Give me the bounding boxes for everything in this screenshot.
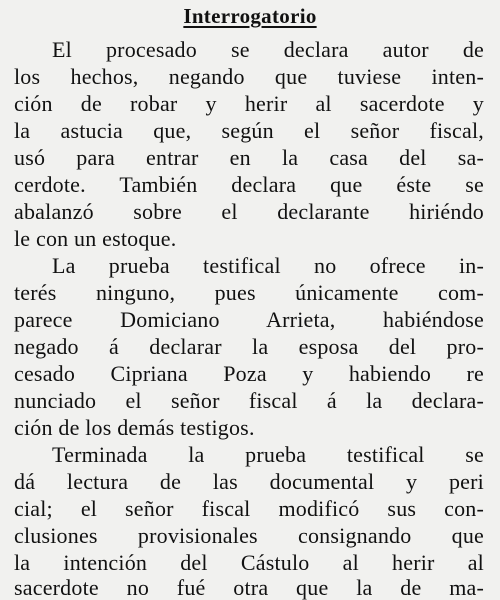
text-line: ción de los demás testigos. <box>14 415 255 440</box>
text-line: terés ninguno, pues únicamente com- <box>14 280 484 305</box>
text-line: nunciado el señor fiscal á la declara- <box>14 388 484 413</box>
text-line: cerdote. También declara que éste se <box>14 172 484 197</box>
text-line: Terminada la prueba testifical se <box>52 442 484 467</box>
text-line: le con un estoque. <box>14 226 177 251</box>
text-line: sacerdote no fué otra que la de ma- <box>14 575 484 600</box>
text-line: abalanzó sobre el declarante hiriéndo <box>14 199 484 224</box>
text-line: parece Domiciano Arrieta, habiéndose <box>14 307 484 332</box>
text-line: la astucia que, según el señor fiscal, <box>14 118 484 143</box>
text-line: El procesado se declara autor de <box>52 37 484 62</box>
text-line: La prueba testifical no ofrece in- <box>52 253 484 278</box>
text-line: cesado Cipriana Poza y habiendo re <box>14 361 484 386</box>
text-line: negado á declarar la esposa del pro- <box>14 334 484 359</box>
text-line: cial; el señor fiscal modificó sus con- <box>14 496 484 521</box>
text-line: dá lectura de las documental y peri <box>14 469 484 494</box>
text-line: ción de robar y herir al sacerdote y <box>14 91 484 116</box>
text-line: clusiones provisionales consignando que <box>14 523 484 548</box>
text-line: la intención del Cástulo al herir al <box>14 550 484 575</box>
section-heading: Interrogatorio <box>183 4 317 28</box>
text-line: usó para entrar en la casa del sa- <box>14 145 484 170</box>
text-line: los hechos, negando que tuviese inten- <box>14 64 484 89</box>
